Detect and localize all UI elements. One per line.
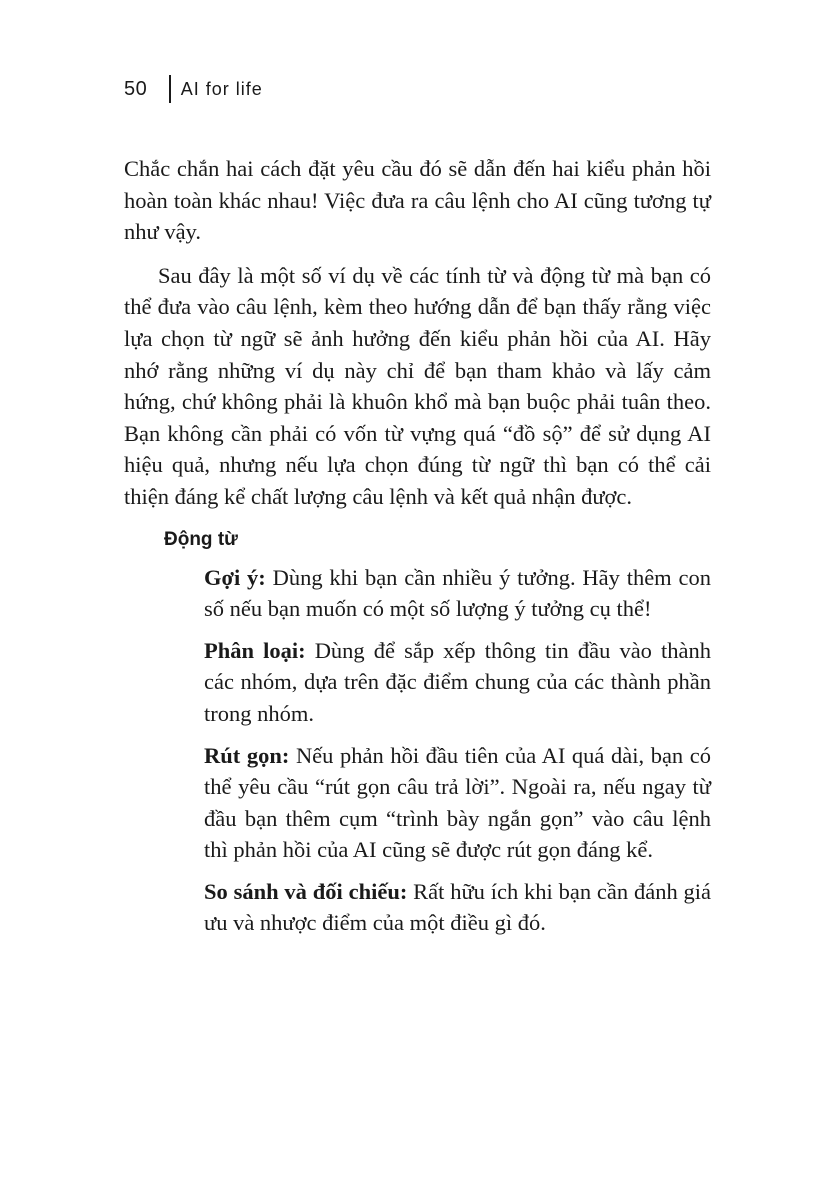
definition-term: So sánh và đối chiếu: [204,878,408,904]
definition-description: Rất hữu ích khi bạn cần đánh giá ưu và nhược điểm của một điều gì đó. [204,878,711,936]
definition-item [204,740,711,866]
definition-term: Gợi ý: [204,564,266,590]
definition-item [204,562,711,625]
book-title: AI for life [180,78,263,99]
definition-description: Dùng để sắp xếp thông tin đầu vào thành các nhóm, dựa trên đặc điểm chung của các thành phần trong nhóm. [204,637,711,726]
page-number: 50 [124,77,148,100]
page-content [124,153,711,949]
section-heading: Động từ [164,528,238,550]
running-header [124,74,263,104]
body-paragraph: Chắc chắn hai cách đặt yêu cầu đó sẽ dẫn đến hai kiểu phản hồi hoàn toàn khác nhau! Việc đưa ra câu lệnh cho AI cũng tương tự như vậy. [124,156,711,245]
definition-term: Rút gọn: [204,742,290,768]
definition-description: Nếu phản hồi đầu tiên của AI quá dài, bạn có thể yêu cầu “rút gọn câu trả lời”. Ngoài ra, nếu ngay từ đầu bạn thêm cụm “trình bày ngắn gọn” vào câu lệnh thì phản hồi của AI cũng sẽ được rút gọn đáng kể. [204,742,712,863]
definition-description: Dùng khi bạn cần nhiều ý tưởng. Hãy thêm con số nếu bạn muốn có một số lượng ý tưởng cụ thể! [204,564,711,622]
body-paragraph: Sau đây là một số ví dụ về các tính từ và động từ mà bạn có thể đưa vào câu lệnh, kèm theo hướng dẫn để bạn thấy rằng việc lựa chọn từ ngữ sẽ ảnh hưởng đến kiểu phản hồi của AI. Hãy nhớ rằng những ví dụ này chỉ để bạn tham khảo và lấy cảm hứng, chứ không phải là khuôn khổ mà bạn buộc phải tuân theo. Bạn không cần phải có vốn từ vựng quá “đồ sộ” để sử dụng AI hiệu quả, nhưng nếu lựa chọn đúng từ ngữ thì bạn có thể cải thiện đáng kể chất lượng câu lệnh và kết quả nhận được. [124,262,711,509]
definition-list [204,562,711,940]
header-divider [169,75,171,103]
definition-term: Phân loại: [204,637,306,663]
definition-item [204,876,711,939]
definition-item [204,635,711,730]
